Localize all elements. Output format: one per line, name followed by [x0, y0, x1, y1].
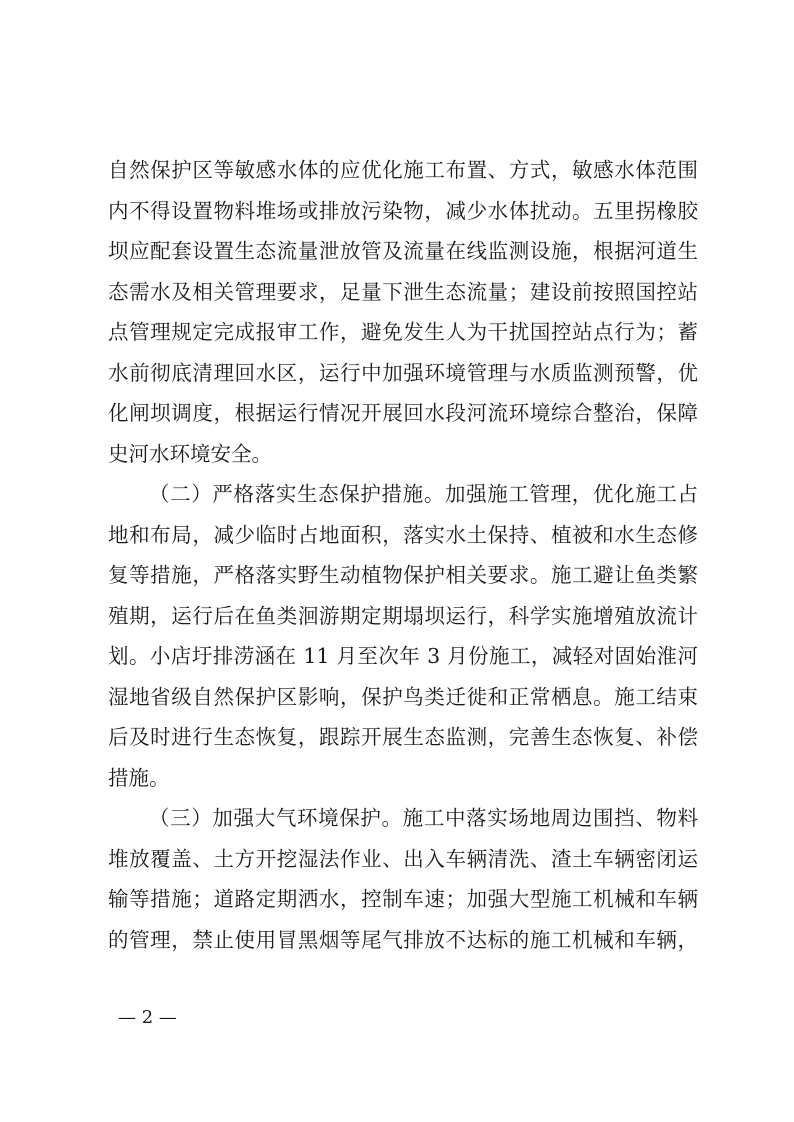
- text-line: 自然保护区等敏感水体的应优化施工布置、方式，敏感水体范围: [108, 158, 698, 182]
- text-line: 坝应配套设置生态流量泄放管及流量在线监测设施，根据河道生: [108, 239, 698, 263]
- text-line: 后及时进行生态恢复，跟踪开展生态监测，完善生态恢复、补偿: [108, 725, 698, 749]
- text-line: 水前彻底清理回水区，运行中加强环境管理与水质监测预警，优: [108, 360, 698, 385]
- page-number: — 2 —: [118, 1007, 177, 1028]
- text-line: 史河水环境安全。: [108, 441, 272, 466]
- text-line: 湿地省级自然保护区影响，保护鸟类迁徙和正常栖息。施工结束: [108, 684, 698, 709]
- text-line: 措施。: [108, 765, 170, 790]
- text-line: 殖期，运行后在鱼类洄游期定期塌坝运行，科学实施增殖放流计: [108, 603, 698, 628]
- text-line: 堆放覆盖、土方开挖湿法作业、出入车辆清洗、渣土车辆密闭运: [108, 846, 698, 871]
- section-heading-line: （三）加强大气环境保护。施工中落实场地周边围挡、物料: [149, 806, 698, 830]
- text-line: 点管理规定完成报审工作，避免发生人为干扰国控站点行为；蓄: [108, 320, 698, 344]
- text-line: 态需水及相关管理要求，足量下泄生态流量；建设前按照国控站: [108, 279, 698, 304]
- text-line: 划。小店圩排涝涵在 11 月至次年 3 月份施工，减轻对固始淮河: [108, 644, 698, 668]
- text-line: 地和布局，减少临时占地面积，落实水土保持、植被和水生态修: [108, 522, 698, 547]
- text-line: 化闸坝调度，根据运行情况开展回水段河流环境综合整治，保障: [108, 401, 698, 425]
- section-heading-line: （二）严格落实生态保护措施。加强施工管理，优化施工占: [149, 482, 698, 506]
- text-line: 输等措施；道路定期洒水，控制车速；加强大型施工机械和车辆: [108, 887, 698, 911]
- text-line: 复等措施，严格落实野生动植物保护相关要求。施工避让鱼类繁: [108, 563, 698, 587]
- text-line: 的管理，禁止使用冒黑烟等尾气排放不达标的施工机械和车辆，: [108, 927, 698, 952]
- body-text: [108, 150, 698, 960]
- text-line: 内不得设置物料堆场或排放污染物，减少水体扰动。五里拐橡胶: [108, 198, 698, 223]
